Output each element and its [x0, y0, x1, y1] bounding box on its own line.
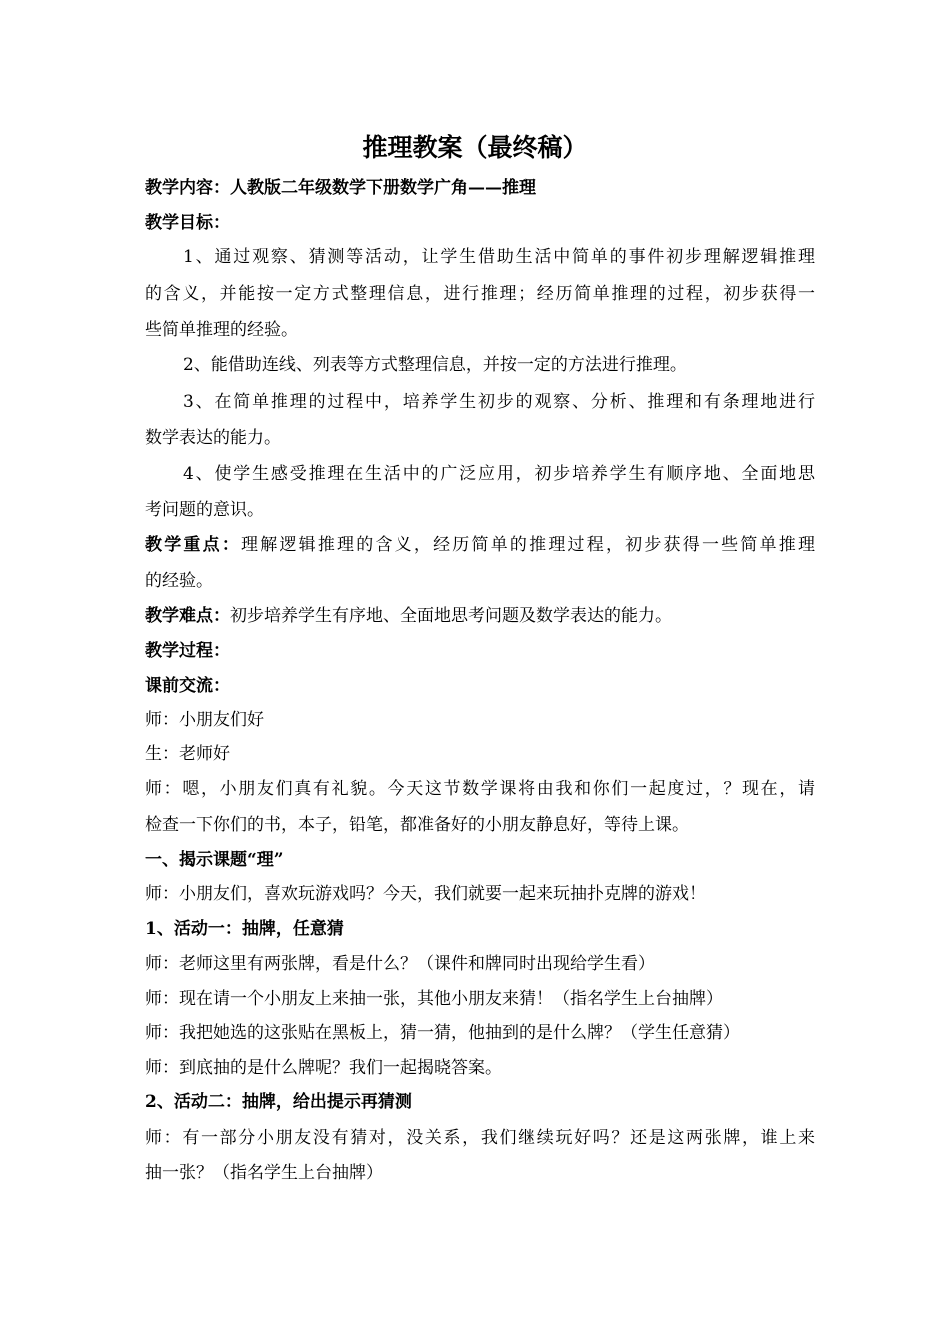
document-title: 推理教案（最终稿）	[362, 133, 588, 162]
difficulty-value: 初步培养学生有序地、全面地思考问题及数学表达的能力。	[230, 606, 672, 626]
teaching-goals-heading: 教学目标：	[145, 213, 230, 233]
goal-1-line-3: 些简单推理的经验。	[145, 320, 298, 340]
dialogue-line: 师：小朋友们好	[145, 710, 264, 730]
teaching-content-label: 教学内容：	[145, 178, 230, 198]
pre-class-heading: 课前交流：	[145, 676, 230, 696]
activity-heading: 2、活动二：抽牌，给出提示再猜测	[145, 1092, 412, 1112]
teaching-content	[145, 176, 815, 200]
key-points-value: 理解逻辑推理的含义，经历简单的推理过程，初步获得一些简单推理	[241, 535, 816, 555]
key-points-line-1	[145, 533, 815, 557]
dialogue-line: 师：嗯，小朋友们真有礼貌。今天这节数学课将由我和你们一起度过，？现在，请	[145, 779, 815, 799]
dialogue-line: 师：我把她选的这张贴在黑板上，猜一猜，他抽到的是什么牌？（学生任意猜）	[145, 1023, 740, 1043]
difficulty-label: 教学难点：	[145, 606, 230, 626]
teaching-process-heading: 教学过程：	[145, 641, 230, 661]
goal-1-line-1: 1、通过观察、猜测等活动，让学生借助生活中简单的事件初步理解逻辑推理	[183, 247, 815, 267]
dialogue-line: 生：老师好	[145, 744, 230, 764]
goal-4-line-1: 4、使学生感受推理在生活中的广泛应用，初步培养学生有顺序地、全面地思	[183, 464, 815, 484]
dialogue-line: 师：有一部分小朋友没有猜对，没关系，我们继续玩好吗？还是这两张牌，谁上来	[145, 1128, 815, 1148]
goal-3-line-2: 数学表达的能力。	[145, 428, 281, 448]
goal-2: 2、能借助连线、列表等方式整理信息，并按一定的方法进行推理。	[183, 355, 687, 375]
goal-4-line-2: 考问题的意识。	[145, 500, 264, 520]
dialogue-line: 师：小朋友们，喜欢玩游戏吗？今天，我们就要一起来玩抽扑克牌的游戏！	[145, 884, 706, 904]
teaching-content-value: 人教版二年级数学下册数学广角——推理	[230, 178, 536, 198]
key-points-line-2: 的经验。	[145, 571, 213, 591]
goal-3-line-1: 3、在简单推理的过程中，培养学生初步的观察、分析、推理和有条理地进行	[183, 392, 815, 412]
dialogue-line: 抽一张？（指名学生上台抽牌）	[145, 1163, 383, 1183]
dialogue-line: 师：现在请一个小朋友上来抽一张，其他小朋友来猜！（指名学生上台抽牌）	[145, 989, 723, 1009]
difficulty	[145, 604, 815, 628]
dialogue-line: 师：到底抽的是什么牌呢？我们一起揭晓答案。	[145, 1058, 502, 1078]
goal-1-line-2: 的含义，并能按一定方式整理信息，进行推理；经历简单推理的过程，初步获得一	[145, 284, 815, 304]
activity-heading: 1、活动一：抽牌，任意猜	[145, 919, 344, 939]
section-heading: 一、揭示课题“理”	[145, 850, 284, 870]
dialogue-line: 师：老师这里有两张牌，看是什么？（课件和牌同时出现给学生看）	[145, 954, 655, 974]
dialogue-line: 检查一下你们的书，本子，铅笔，都准备好的小朋友静息好，等待上课。	[145, 815, 689, 835]
key-points-label: 教学重点：	[145, 535, 242, 555]
